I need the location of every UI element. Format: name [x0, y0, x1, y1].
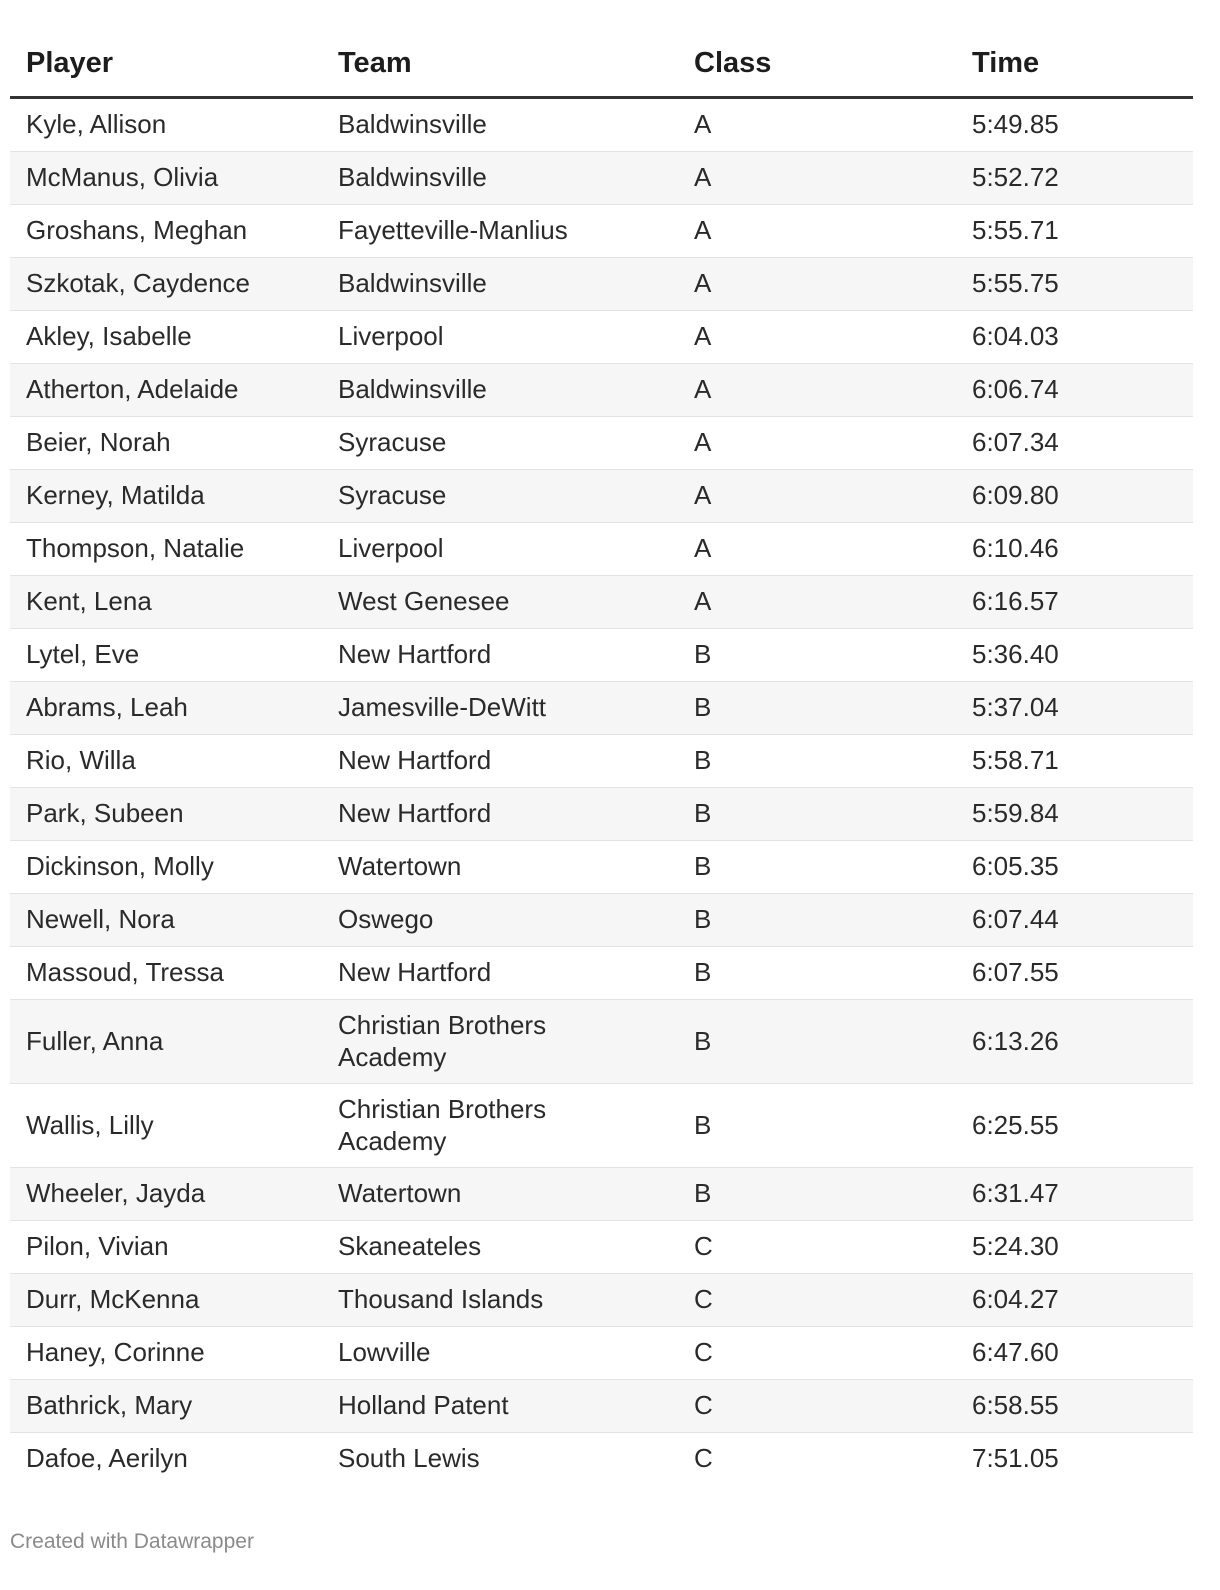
cell-time: 5:58.71: [956, 735, 1193, 788]
cell-team: Christian Brothers Academy: [322, 1000, 678, 1084]
cell-team: Jamesville-DeWitt: [322, 682, 678, 735]
cell-team: Baldwinsville: [322, 258, 678, 311]
cell-player: Lytel, Eve: [10, 629, 322, 682]
cell-team: Holland Patent: [322, 1380, 678, 1433]
cell-time: 6:05.35: [956, 841, 1193, 894]
cell-team: West Genesee: [322, 576, 678, 629]
cell-team: Fayetteville-Manlius: [322, 205, 678, 258]
cell-class: A: [678, 311, 956, 364]
cell-time: 5:24.30: [956, 1221, 1193, 1274]
cell-team: South Lewis: [322, 1433, 678, 1486]
table-row: [10, 788, 1193, 841]
table-row: [10, 152, 1193, 205]
cell-team: Watertown: [322, 1168, 678, 1221]
table-row: [10, 1274, 1193, 1327]
cell-team: Liverpool: [322, 523, 678, 576]
table-row: [10, 258, 1193, 311]
cell-class: B: [678, 1168, 956, 1221]
cell-player: Bathrick, Mary: [10, 1380, 322, 1433]
cell-time: 6:09.80: [956, 470, 1193, 523]
cell-team: Syracuse: [322, 470, 678, 523]
table-row: [10, 1380, 1193, 1433]
cell-player: Dafoe, Aerilyn: [10, 1433, 322, 1486]
cell-time: 6:25.55: [956, 1084, 1193, 1168]
cell-class: A: [678, 98, 956, 152]
table-row: [10, 1327, 1193, 1380]
cell-time: 6:16.57: [956, 576, 1193, 629]
cell-time: 6:07.55: [956, 947, 1193, 1000]
cell-class: A: [678, 523, 956, 576]
table-row: [10, 417, 1193, 470]
cell-player: Durr, McKenna: [10, 1274, 322, 1327]
cell-player: Kerney, Matilda: [10, 470, 322, 523]
cell-time: 5:37.04: [956, 682, 1193, 735]
table-row: [10, 1000, 1193, 1084]
cell-time: 5:52.72: [956, 152, 1193, 205]
cell-class: A: [678, 470, 956, 523]
cell-time: 6:07.44: [956, 894, 1193, 947]
cell-team: Liverpool: [322, 311, 678, 364]
cell-team: New Hartford: [322, 629, 678, 682]
cell-team: Oswego: [322, 894, 678, 947]
cell-team: New Hartford: [322, 788, 678, 841]
table-row: [10, 629, 1193, 682]
cell-team: Baldwinsville: [322, 152, 678, 205]
cell-player: Pilon, Vivian: [10, 1221, 322, 1274]
table-row: [10, 1084, 1193, 1168]
cell-class: B: [678, 1084, 956, 1168]
table-row: [10, 311, 1193, 364]
cell-time: 5:36.40: [956, 629, 1193, 682]
table-row: [10, 205, 1193, 258]
cell-team: Syracuse: [322, 417, 678, 470]
header-row: [10, 30, 1193, 98]
table-row: [10, 947, 1193, 1000]
cell-team: Baldwinsville: [322, 98, 678, 152]
cell-player: Rio, Willa: [10, 735, 322, 788]
cell-class: B: [678, 629, 956, 682]
cell-team: Thousand Islands: [322, 1274, 678, 1327]
cell-team: Skaneateles: [322, 1221, 678, 1274]
header-team[interactable]: Team: [322, 30, 678, 98]
table-row: [10, 1221, 1193, 1274]
cell-time: 5:55.75: [956, 258, 1193, 311]
table-row: [10, 735, 1193, 788]
table-row: [10, 894, 1193, 947]
cell-time: 6:04.03: [956, 311, 1193, 364]
footer-credit: Created with Datawrapper: [10, 1530, 254, 1553]
cell-player: Beier, Norah: [10, 417, 322, 470]
cell-time: 6:58.55: [956, 1380, 1193, 1433]
table-row: [10, 841, 1193, 894]
cell-team: New Hartford: [322, 735, 678, 788]
cell-time: 6:04.27: [956, 1274, 1193, 1327]
cell-player: Thompson, Natalie: [10, 523, 322, 576]
table-row: [10, 523, 1193, 576]
cell-player: Wallis, Lilly: [10, 1084, 322, 1168]
cell-time: 5:59.84: [956, 788, 1193, 841]
cell-player: Park, Subeen: [10, 788, 322, 841]
cell-class: A: [678, 417, 956, 470]
cell-team: Watertown: [322, 841, 678, 894]
cell-player: Haney, Corinne: [10, 1327, 322, 1380]
cell-class: A: [678, 576, 956, 629]
cell-time: 6:47.60: [956, 1327, 1193, 1380]
cell-class: A: [678, 205, 956, 258]
cell-class: B: [678, 788, 956, 841]
cell-team: New Hartford: [322, 947, 678, 1000]
header-player[interactable]: Player: [10, 30, 322, 98]
cell-team: Baldwinsville: [322, 364, 678, 417]
cell-time: 6:07.34: [956, 417, 1193, 470]
cell-class: C: [678, 1221, 956, 1274]
table-row: [10, 576, 1193, 629]
cell-player: Massoud, Tressa: [10, 947, 322, 1000]
cell-player: Newell, Nora: [10, 894, 322, 947]
header-class[interactable]: Class: [678, 30, 956, 98]
cell-team: Lowville: [322, 1327, 678, 1380]
table-header: [10, 30, 1193, 98]
cell-class: B: [678, 682, 956, 735]
cell-class: A: [678, 364, 956, 417]
cell-class: C: [678, 1433, 956, 1486]
cell-time: 5:49.85: [956, 98, 1193, 152]
results-table: [10, 30, 1193, 1485]
cell-time: 6:13.26: [956, 1000, 1193, 1084]
cell-time: 6:06.74: [956, 364, 1193, 417]
header-time[interactable]: Time: [956, 30, 1193, 98]
cell-class: C: [678, 1274, 956, 1327]
cell-class: A: [678, 258, 956, 311]
cell-time: 6:10.46: [956, 523, 1193, 576]
table-row: [10, 1433, 1193, 1486]
cell-time: 6:31.47: [956, 1168, 1193, 1221]
cell-player: Abrams, Leah: [10, 682, 322, 735]
cell-player: Kent, Lena: [10, 576, 322, 629]
cell-team: Christian Brothers Academy: [322, 1084, 678, 1168]
cell-time: 5:55.71: [956, 205, 1193, 258]
cell-time: 7:51.05: [956, 1433, 1193, 1486]
table-row: [10, 470, 1193, 523]
cell-player: Atherton, Adelaide: [10, 364, 322, 417]
cell-class: C: [678, 1327, 956, 1380]
cell-class: B: [678, 1000, 956, 1084]
cell-class: B: [678, 947, 956, 1000]
table-row: [10, 682, 1193, 735]
table-row: [10, 1168, 1193, 1221]
table-row: [10, 98, 1193, 152]
cell-class: B: [678, 735, 956, 788]
table-row: [10, 364, 1193, 417]
results-table-container: [10, 30, 1193, 1485]
cell-class: B: [678, 894, 956, 947]
cell-player: Dickinson, Molly: [10, 841, 322, 894]
cell-class: A: [678, 152, 956, 205]
cell-player: Szkotak, Caydence: [10, 258, 322, 311]
table-body: [10, 98, 1193, 1486]
cell-player: Akley, Isabelle: [10, 311, 322, 364]
cell-player: Groshans, Meghan: [10, 205, 322, 258]
cell-player: Kyle, Allison: [10, 98, 322, 152]
cell-player: Wheeler, Jayda: [10, 1168, 322, 1221]
cell-player: Fuller, Anna: [10, 1000, 322, 1084]
cell-player: McManus, Olivia: [10, 152, 322, 205]
cell-class: B: [678, 841, 956, 894]
cell-class: C: [678, 1380, 956, 1433]
